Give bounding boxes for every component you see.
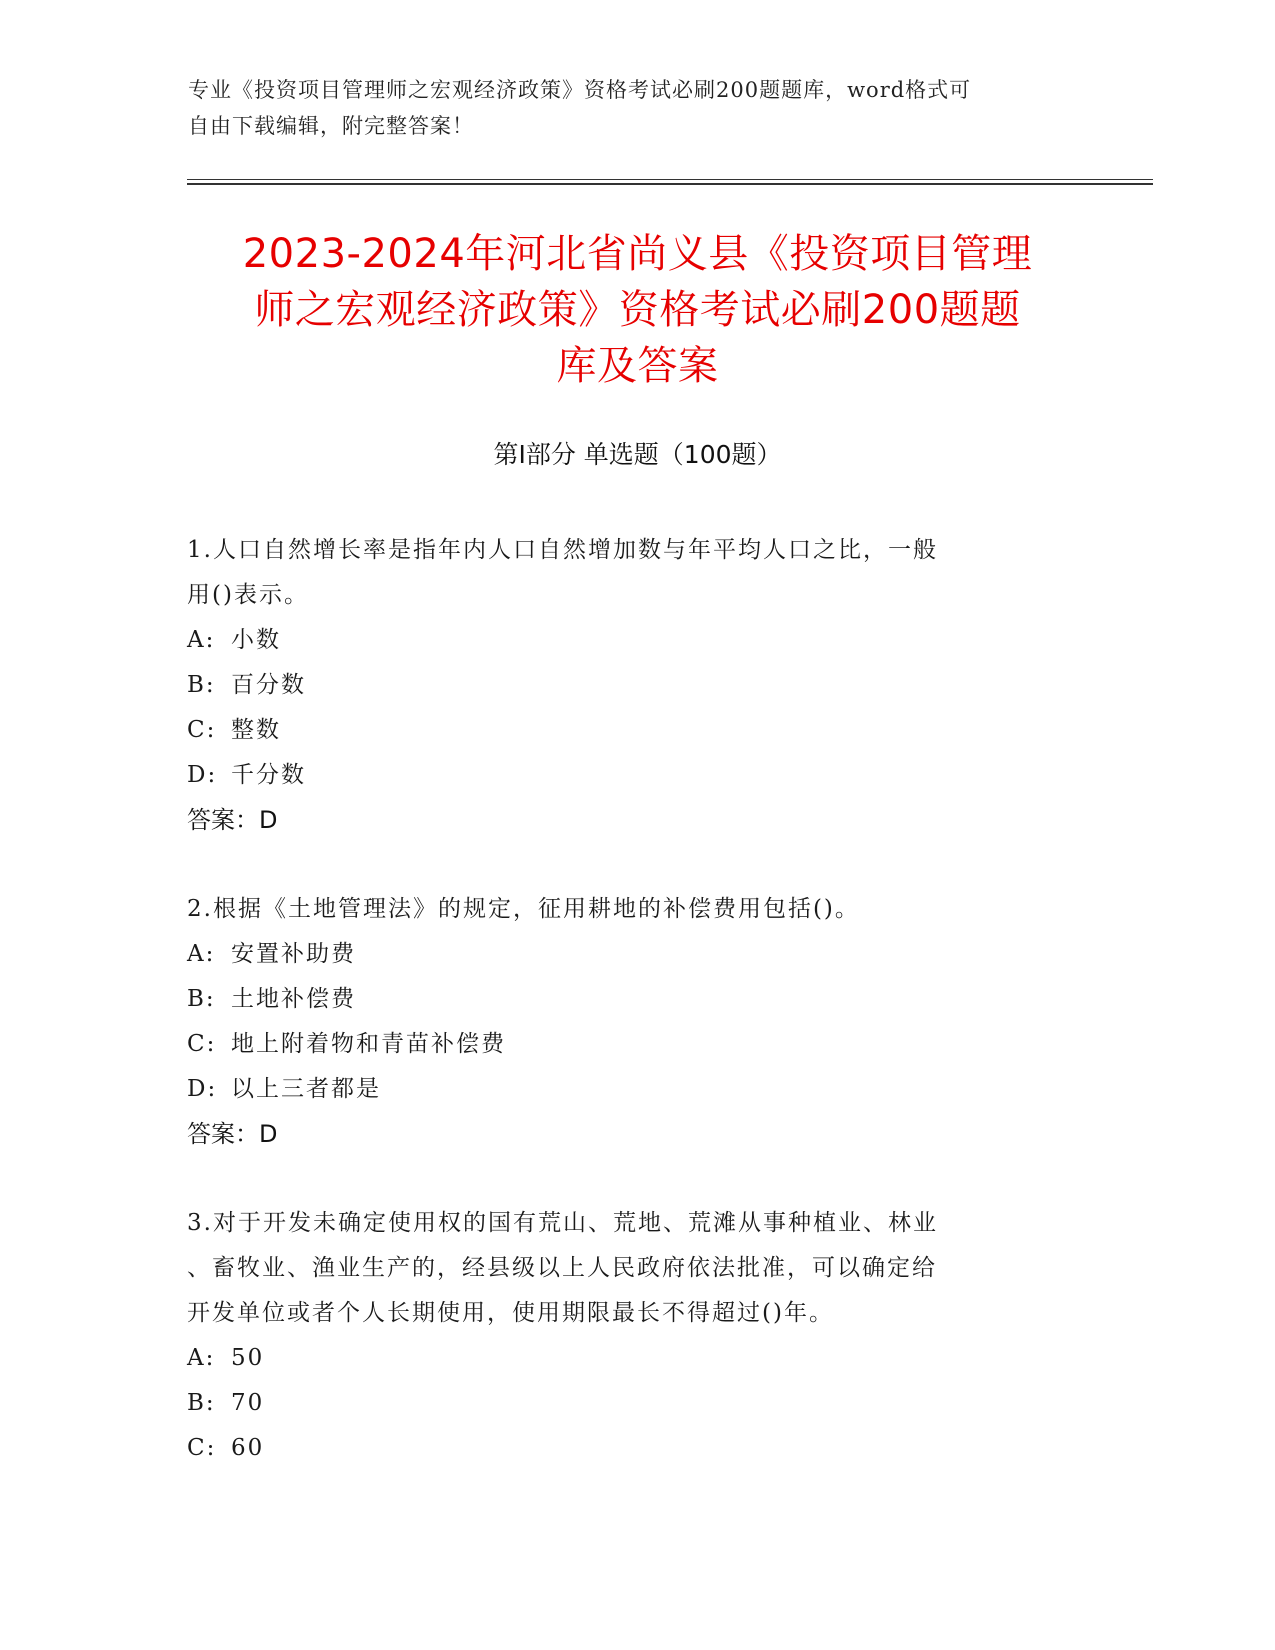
question-1: [187, 528, 1067, 843]
option-a: [187, 618, 1067, 663]
option-letter: A:: [187, 627, 216, 653]
document-title-line-2: 师之宏观经济政策》资格考试必刷200题题: [254, 287, 1021, 333]
option-text: 安置补助费: [231, 941, 356, 967]
document-title: [180, 226, 1095, 394]
answer-label: 答案：D: [187, 806, 278, 834]
option-b: [187, 977, 1067, 1022]
option-text: 百分数: [231, 672, 306, 698]
option-text: 地上附着物和青苗补偿费: [231, 1031, 506, 1057]
document-title-line-1: 2023-2024年河北省尚义县《投资项目管理: [242, 231, 1033, 277]
option-c: [187, 1426, 1067, 1471]
question-2: [187, 887, 1067, 1157]
option-b: [187, 1381, 1067, 1426]
option-letter: A:: [187, 941, 216, 967]
option-letter: C:: [187, 1435, 217, 1461]
option-text: 60: [231, 1435, 265, 1461]
option-letter: C:: [187, 717, 217, 743]
document-title-line-3: 库及答案: [556, 343, 719, 389]
question-stem: 开发单位或者个人长期使用，使用期限最长不得超过()年。: [187, 1300, 834, 1326]
option-a: [187, 1336, 1067, 1381]
answer-label: 答案：D: [187, 1120, 278, 1148]
option-letter: B:: [187, 672, 216, 698]
header-divider-thin: [187, 179, 1153, 180]
question-stem: 3.对于开发未确定使用权的国有荒山、荒地、荒滩从事种植业、林业: [187, 1210, 938, 1236]
question-stem: 2.根据《土地管理法》的规定，征用耕地的补偿费用包括()。: [187, 896, 860, 922]
question-stem: 1.人口自然增长率是指年内人口自然增加数与年平均人口之比，一般: [187, 537, 938, 563]
option-text: 整数: [231, 717, 281, 743]
option-letter: C:: [187, 1031, 217, 1057]
question-3: [187, 1201, 1067, 1471]
option-c: [187, 1022, 1067, 1067]
option-letter: D:: [187, 1076, 218, 1102]
question-stem: 用()表示。: [187, 582, 309, 608]
header-note-line-2: 自由下载编辑，附完整答案！: [188, 114, 474, 138]
option-d: [187, 753, 1067, 798]
option-letter: D:: [187, 762, 218, 788]
question-stem: 、畜牧业、渔业生产的，经县级以上人民政府依法批准，可以确定给: [187, 1255, 937, 1281]
option-text: 70: [231, 1390, 265, 1416]
option-text: 土地补偿费: [231, 986, 356, 1012]
option-text: 50: [231, 1345, 265, 1371]
option-d: [187, 1067, 1067, 1112]
option-a: [187, 932, 1067, 977]
option-letter: B:: [187, 1390, 216, 1416]
option-letter: B:: [187, 986, 216, 1012]
option-c: [187, 708, 1067, 753]
header-note-line-1: 专业《投资项目管理师之宏观经济政策》资格考试必刷200题题库，word格式可: [188, 78, 972, 102]
section-heading: 第I部分 单选题（100题）: [493, 440, 782, 469]
option-text: 小数: [231, 627, 281, 653]
option-letter: A:: [187, 1345, 216, 1371]
question-list: [187, 528, 1067, 1515]
option-text: 以上三者都是: [231, 1076, 381, 1102]
option-text: 千分数: [231, 762, 306, 788]
option-b: [187, 663, 1067, 708]
header-divider-thick: [187, 183, 1153, 185]
header-note: [188, 72, 1088, 144]
